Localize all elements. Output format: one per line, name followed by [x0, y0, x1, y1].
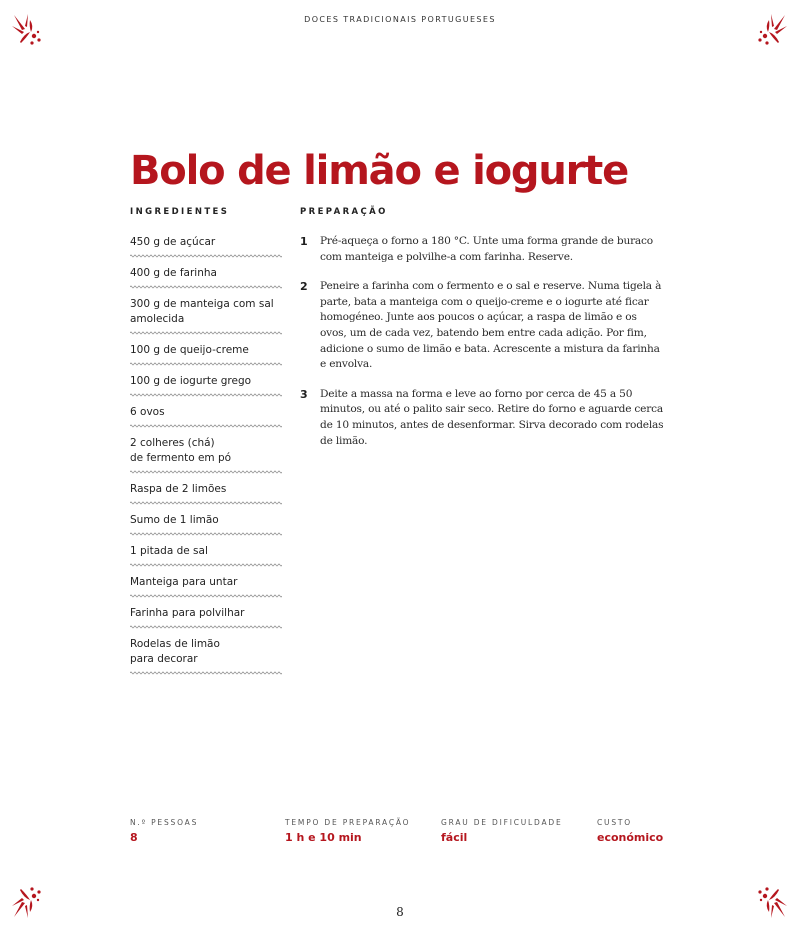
ingredient-text: Sumo de 1 limão: [130, 514, 219, 526]
ingredient-item: [130, 289, 282, 335]
fact-prep-time: [285, 818, 410, 845]
ingredient-text: 100 g de queijo-creme: [130, 344, 249, 356]
ingredient-text: Rodelas de limão para decorar: [130, 638, 220, 665]
ingredient-item: [130, 227, 282, 258]
fact-value: 8: [130, 831, 138, 844]
running-head: DOCES TRADICIONAIS PORTUGUESES: [304, 15, 496, 24]
recipe-title: Bolo de limão e iogurte: [130, 148, 629, 194]
ingredient-text: 1 pitada de sal: [130, 545, 208, 557]
preparation-heading: PREPARAÇÃO: [300, 207, 388, 217]
ingredient-item: [130, 536, 282, 567]
fact-label: TEMPO DE PREPARAÇÃO: [285, 818, 411, 827]
floral-ornament-icon: [10, 12, 46, 48]
fact-value: fácil: [441, 831, 468, 844]
ingredient-item: [130, 366, 282, 397]
floral-ornament-icon: [753, 12, 789, 48]
preparation-step: [300, 234, 665, 265]
ingredient-text: 6 ovos: [130, 406, 165, 418]
ingredient-item: [130, 567, 282, 598]
step-number: 3: [300, 387, 308, 401]
step-number: 1: [300, 235, 308, 248]
ingredient-text: 300 g de manteiga com sal amolecida: [130, 298, 274, 325]
step-text: Peneire a farinha com o fermento e o sal e reserve. Numa tigela à parte, bata a manteiga com o queijo-creme e o iogurte até ficar homogéneo. Junte aos poucos o açúcar, a raspa de limão e os ovos, um de cada vez, batendo bem entre cada adição. Por fim, adicione o sumo de limão e bata. Acrescente a mistura da farinha e envolva.: [320, 280, 662, 371]
preparation-steps: [300, 234, 665, 463]
fact-value: económico: [597, 831, 664, 844]
step-text: Deite a massa na forma e leve ao forno por cerca de 45 a 50 minutos, ou até o palito sair seco. Retire do forno e aguarde cerca de 10 minutos, antes de desenformar. Sirva decorado com rodelas de limão.: [320, 387, 664, 447]
ingredient-item: [130, 505, 282, 536]
wavy-divider: [130, 671, 282, 675]
step-text: Pré-aqueça o forno a 180 °C. Unte uma forma grande de buraco com manteiga e polvilhe-a com farinha. Reserve.: [320, 235, 653, 263]
ingredient-item: [130, 598, 282, 629]
ingredient-text: 100 g de iogurte grego: [130, 375, 252, 387]
ingredient-text: Raspa de 2 limões: [130, 483, 227, 495]
ingredient-list: [130, 227, 282, 675]
ingredient-text: Manteiga para untar: [130, 576, 238, 588]
ingredient-item: [130, 258, 282, 289]
step-number: 2: [300, 280, 308, 294]
fact-servings: [130, 818, 198, 845]
ingredient-item: [130, 335, 282, 366]
ingredient-text: 400 g de farinha: [130, 267, 217, 279]
preparation-step: [300, 279, 665, 373]
fact-label: N.º PESSOAS: [130, 818, 199, 827]
page-number: 8: [396, 905, 404, 919]
ingredient-item: [130, 629, 282, 675]
ingredients-heading: INGREDIENTES: [130, 207, 230, 217]
fact-value: 1 h e 10 min: [285, 831, 362, 844]
fact-difficulty: [441, 818, 563, 845]
ingredient-item: [130, 397, 282, 428]
preparation-step: [300, 387, 665, 449]
recipe-facts: [130, 818, 670, 848]
fact-cost: [597, 818, 663, 845]
fact-label: GRAU DE DIFICULDADE: [441, 818, 563, 827]
ingredient-text: Farinha para polvilhar: [130, 607, 245, 619]
ingredient-text: 450 g de açúcar: [130, 236, 216, 248]
ingredient-item: [130, 474, 282, 505]
ingredient-item: [130, 428, 282, 474]
ingredient-text: 2 colheres (chá) de fermento em pó: [130, 437, 232, 464]
fact-label: CUSTO: [597, 818, 632, 827]
